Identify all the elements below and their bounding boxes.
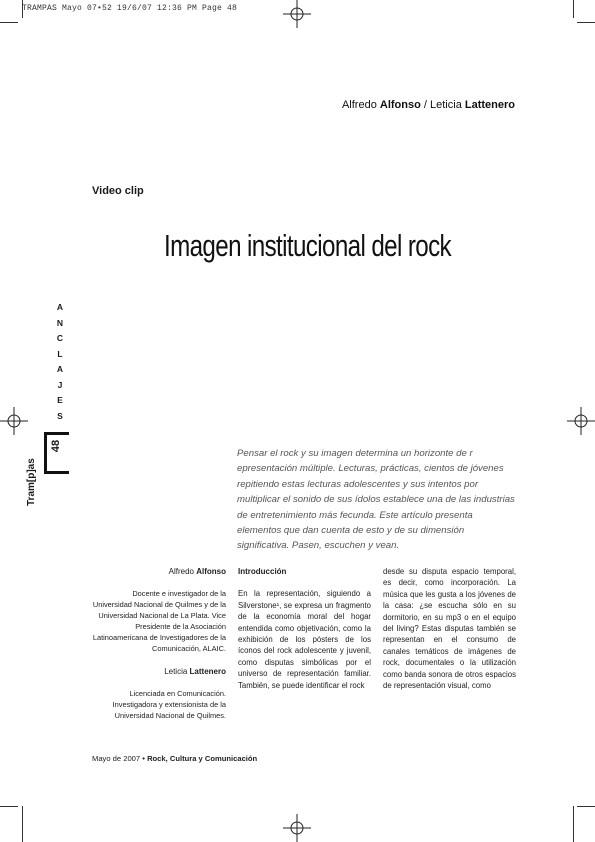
footer-journal-title: Rock, Cultura y Comunicación [147, 754, 258, 763]
body-column-2 [383, 566, 516, 691]
page-number: 48 [50, 439, 63, 453]
page-footer [92, 754, 257, 763]
section-heading-introduccion: Introducción [238, 567, 287, 576]
bio-author1-first: Alfredo [168, 567, 194, 576]
footer-bullet: • [142, 754, 145, 763]
footer-date: Mayo de 2007 [92, 754, 141, 763]
author-bios [92, 566, 226, 733]
registration-mark-top [283, 0, 311, 28]
journal-name-text: Tram[p]as [26, 458, 37, 506]
body-column-2-text: desde su disputa espacio temporal, es decir, como incorporación. La música que les gusta a los jóvenes de la casa: ¿se escucha sólo en su dormitorio, en su mp3 o en el equipo del living? Estas disputas también se representan en el consumo de canales temáticos de imágenes de rock, documentales o la utilización como banda sonora de otros espacios de representación visual, como [383, 567, 516, 691]
registration-mark-left [0, 407, 28, 435]
author1-last-name: Alfonso [379, 99, 421, 111]
article-title: Imagen institucional del rock [164, 228, 452, 263]
registration-mark-bottom [283, 814, 311, 842]
author1-first-name: Alfredo [341, 99, 377, 111]
running-head-authors [342, 99, 515, 111]
bio-author2-first: Leticia [164, 667, 188, 676]
section-label: Video clip [92, 185, 144, 197]
bio-author2-last: Lattenero [189, 667, 226, 676]
body-column-1 [238, 566, 371, 691]
bio-author1-last: Alfonso [196, 567, 226, 576]
article-abstract: Pensar el rock y su imagen determina un horizonte de r epresentación múltiple. Lecturas, prácticas, cientos de jóvenes repitiendo estas lecturas adolescentes y sus intentos por multiplicar el sonido de sus ídolos establece una de las industrias de entretenimiento más fecunda. Este artículo presenta elementos que dan cuenta de esto y de su dimensión significativa. Pasen, escuchen y vean. [237, 448, 515, 552]
page-number-bracket [44, 432, 69, 474]
bio-author2-text: Licenciada en Comunicación. Investigadora y extensionista de la Universidad Nacional de Quilmes. [112, 689, 226, 720]
author2-last-name: Lattenero [464, 99, 515, 111]
printer-slug: TRAMPAS Mayo 07•52 19/6/07 12:36 PM Page 48 [22, 4, 238, 13]
author-separator: / [423, 99, 427, 111]
registration-mark-right [567, 407, 595, 435]
bio-author1-name [92, 566, 226, 577]
journal-name-vertical [10, 458, 60, 520]
bio-author2-name [92, 666, 226, 677]
section-vertical-word: ANCLAJES [56, 302, 64, 421]
body-column-1-text: En la representación, siguiendo a Silverstone¹, se expresa un fragmento de la economía moral del hogar entendida como objetivación, como la exhibición de los pósters de los íconos del rock adolescente y juvenil, como disputas simbólicas por el universo de representación familiar. También, se puede identificar el rock [238, 589, 371, 690]
author2-first-name: Leticia [430, 99, 462, 111]
bio-author1-text: Docente e investigador de la Universidad Nacional de Quilmes y de la Universidad Nacional de La Plata. Vice Presidente de la Asociación Latinoamericana de Investigadores de la Comunicación, ALAIC. [92, 589, 226, 653]
